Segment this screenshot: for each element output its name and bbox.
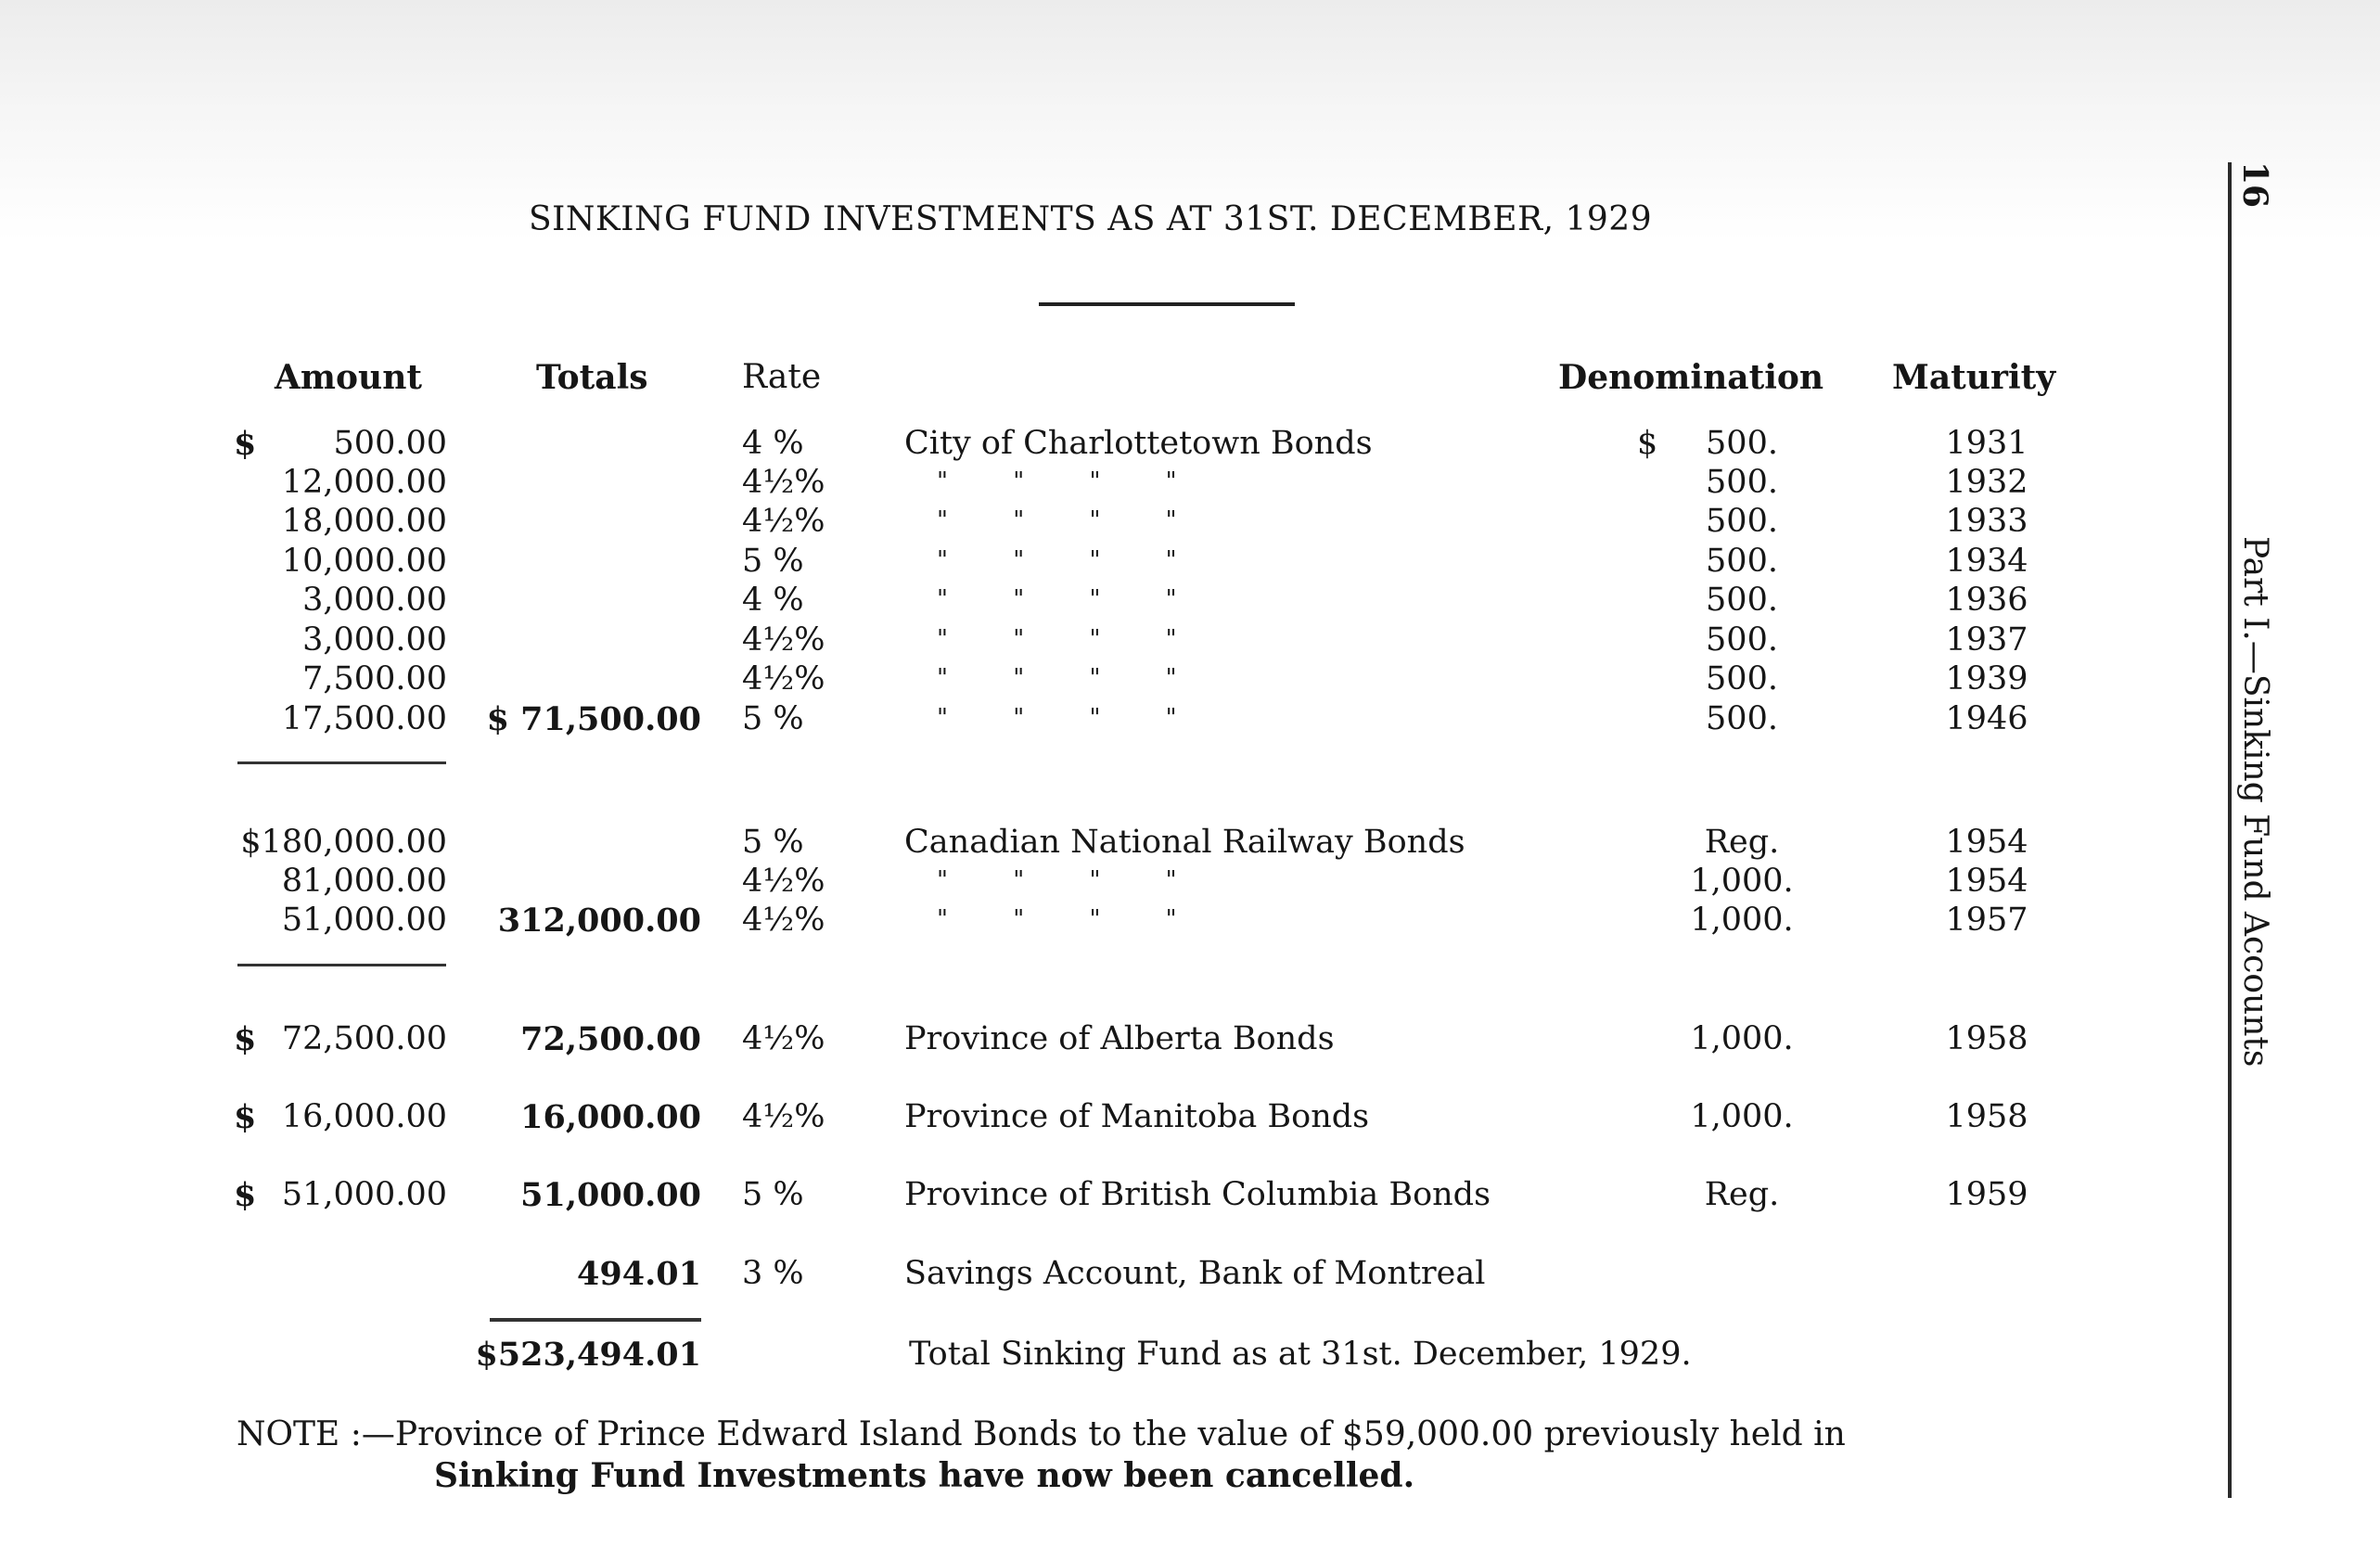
maturity-cell: 1954	[1945, 863, 2028, 900]
rate-cell: 4½%	[742, 863, 825, 900]
page-title: SINKING FUND INVESTMENTS AS AT 31ST. DECEMBER, 1929	[529, 200, 1653, 238]
rate-cell: 5 %	[742, 1176, 804, 1213]
description-cell: City of Charlottetown Bonds	[904, 425, 1373, 462]
ditto-marks: " " " "	[937, 704, 1178, 732]
denomination-cell: 500.	[1706, 621, 1778, 659]
maturity-cell: 1957	[1945, 902, 2028, 939]
ditto-marks: " " " "	[937, 546, 1178, 574]
rate-cell: 4 %	[742, 582, 804, 619]
denomination-cell: 500.	[1706, 700, 1778, 737]
total-cell: $ 71,500.00	[486, 700, 701, 738]
rate-cell: 3 %	[742, 1255, 804, 1292]
denomination-cell: 500.	[1706, 425, 1778, 462]
denomination-cell: 500.	[1706, 464, 1778, 501]
description-cell: Canadian National Railway Bonds	[904, 824, 1465, 861]
note-line-1: NOTE :—Province of Prince Edward Island Bonds to the value of $59,000.00 previously held in	[237, 1415, 1846, 1453]
rate-cell: 4½%	[742, 660, 825, 697]
ditto-marks: " " " "	[937, 467, 1178, 495]
amount-cell: 3,000.00	[302, 582, 447, 619]
ditto-marks: " " " "	[937, 905, 1178, 933]
total-cell: 312,000.00	[497, 902, 701, 940]
description-cell: Province of Manitoba Bonds	[904, 1098, 1370, 1135]
grand-total-value: $523,494.01	[475, 1336, 701, 1374]
rate-cell: 4½%	[742, 1098, 825, 1135]
maturity-cell: 1939	[1945, 660, 2028, 697]
maturity-cell: 1954	[1945, 824, 2028, 861]
rate-cell: 4 %	[742, 425, 804, 462]
ditto-marks: " " " "	[937, 625, 1178, 653]
amount-cell: 500.00	[333, 425, 447, 462]
total-cell: 72,500.00	[520, 1020, 701, 1058]
description-cell: Province of British Columbia Bonds	[904, 1176, 1491, 1213]
ditto-marks: " " " "	[937, 585, 1178, 613]
amount-cell: 72,500.00	[281, 1020, 447, 1057]
maturity-cell: 1946	[1945, 700, 2028, 737]
maturity-cell: 1937	[1945, 621, 2028, 659]
group-rule	[237, 964, 446, 966]
amount-cell: 3,000.00	[302, 621, 447, 659]
amount-cell: 18,000.00	[281, 503, 447, 540]
header-amount: Amount	[275, 358, 423, 397]
description-cell: Savings Account, Bank of Montreal	[904, 1255, 1486, 1292]
denomination-cell: 1,000.	[1690, 902, 1794, 939]
amount-cell: 81,000.00	[281, 863, 447, 900]
amount-cell: 51,000.00	[281, 902, 447, 939]
maturity-cell: 1934	[1945, 543, 2028, 580]
denomination-cell: 500.	[1706, 582, 1778, 619]
maturity-cell: 1959	[1945, 1176, 2028, 1213]
amount-cell: 7,500.00	[302, 660, 447, 697]
ditto-marks: " " " "	[937, 866, 1178, 894]
amount-cell: 17,500.00	[281, 700, 447, 737]
margin-rule	[2228, 162, 2232, 1498]
denomination-cell: 500.	[1706, 660, 1778, 697]
grand-total-label: Total Sinking Fund as at 31st. December, 1929.	[909, 1336, 1692, 1373]
dollar-sign: $	[234, 1098, 257, 1136]
title-rule	[1039, 302, 1295, 306]
header-denomination: Denomination	[1558, 358, 1824, 397]
amount-cell: 51,000.00	[281, 1176, 447, 1213]
total-cell: 16,000.00	[520, 1098, 701, 1136]
denomination-dollar: $	[1637, 425, 1658, 462]
total-rule	[490, 1318, 701, 1322]
denomination-cell: 1,000.	[1690, 1020, 1794, 1057]
rate-cell: 4½%	[742, 902, 825, 939]
total-cell: 494.01	[577, 1255, 701, 1293]
maturity-cell: 1936	[1945, 582, 2028, 619]
denomination-cell: 500.	[1706, 503, 1778, 540]
rate-cell: 5 %	[742, 543, 804, 580]
rate-cell: 4½%	[742, 621, 825, 659]
rate-cell: 5 %	[742, 700, 804, 737]
amount-cell: 12,000.00	[281, 464, 447, 501]
denomination-cell: 1,000.	[1690, 863, 1794, 900]
rate-cell: 4½%	[742, 503, 825, 540]
dollar-sign: $	[234, 1176, 257, 1214]
part-title: Part I.—Sinking Fund Accounts	[2236, 536, 2274, 1068]
denomination-cell: 500.	[1706, 543, 1778, 580]
note-line-2: Sinking Fund Investments have now been cancelled.	[434, 1456, 1415, 1495]
amount-cell: 16,000.00	[281, 1098, 447, 1135]
maturity-cell: 1932	[1945, 464, 2028, 501]
amount-cell: 10,000.00	[281, 543, 447, 580]
description-cell: Province of Alberta Bonds	[904, 1020, 1335, 1057]
rate-cell: 4½%	[742, 464, 825, 501]
dollar-sign: $	[234, 425, 257, 463]
denomination-cell: Reg.	[1704, 824, 1780, 861]
group-rule	[237, 761, 446, 764]
ditto-marks: " " " "	[937, 664, 1178, 692]
total-cell: 51,000.00	[520, 1176, 701, 1214]
maturity-cell: 1931	[1945, 425, 2028, 462]
denomination-cell: 1,000.	[1690, 1098, 1794, 1135]
header-rate: Rate	[742, 358, 822, 396]
page-number: 16	[2235, 161, 2274, 209]
ditto-marks: " " " "	[937, 506, 1178, 534]
header-maturity: Maturity	[1892, 358, 2056, 397]
maturity-cell: 1958	[1945, 1020, 2028, 1057]
amount-cell: $180,000.00	[240, 824, 447, 861]
dollar-sign: $	[234, 1020, 257, 1058]
maturity-cell: 1958	[1945, 1098, 2028, 1135]
denomination-cell: Reg.	[1704, 1176, 1780, 1213]
rate-cell: 4½%	[742, 1020, 825, 1057]
header-totals: Totals	[536, 358, 648, 397]
rate-cell: 5 %	[742, 824, 804, 861]
maturity-cell: 1933	[1945, 503, 2028, 540]
